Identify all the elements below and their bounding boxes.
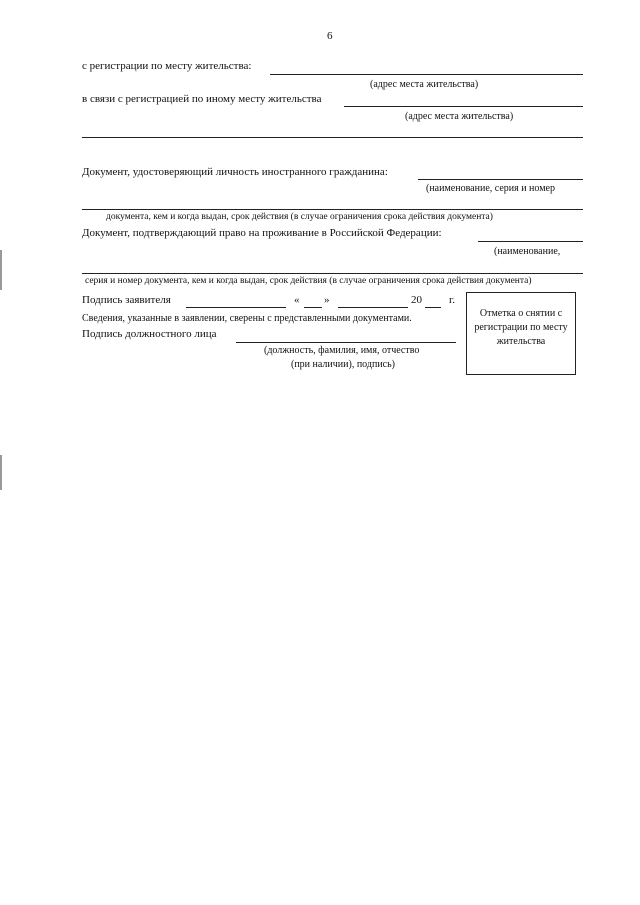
official-signature-label: Подпись должностного лица — [82, 328, 217, 340]
other-residence-address-field[interactable] — [344, 106, 583, 107]
residence-right-hint-continued: серия и номер документа, кем и когда выдан, срок действия (в случае ограничения срока действия документа) — [85, 276, 532, 286]
identity-document-field[interactable] — [418, 179, 583, 180]
deregistration-address-field[interactable] — [270, 74, 583, 75]
date-day-field[interactable] — [304, 307, 322, 308]
official-signature-hint-2: (при наличии), подпись) — [291, 359, 395, 370]
verified-note: Сведения, указанные в заявлении, сверены с представленными документами. — [82, 313, 412, 324]
applicant-signature-field[interactable] — [186, 307, 286, 308]
date-year-field[interactable] — [425, 307, 441, 308]
other-residence-address-field-2[interactable] — [82, 137, 583, 138]
deregistration-mark-box — [466, 292, 576, 375]
page-number: 6 — [327, 30, 333, 42]
identity-document-hint: (наименование, серия и номер — [426, 183, 555, 194]
official-signature-field[interactable] — [236, 342, 456, 343]
identity-document-label: Документ, удостоверяющий личность иностранного гражданина: — [82, 166, 388, 178]
scan-edge-mark — [0, 455, 2, 490]
deregistration-hint: (адрес места жительства) — [370, 79, 479, 90]
date-quote-close: » — [324, 294, 330, 306]
residence-right-field-2[interactable] — [82, 273, 583, 274]
residence-right-hint: (наименование, — [494, 246, 561, 257]
date-quote-open: « — [294, 294, 300, 306]
official-signature-hint-1: (должность, фамилия, имя, отчество — [264, 345, 420, 356]
date-month-field[interactable] — [338, 307, 408, 308]
deregistration-mark-text: Отметка о снятии с регистрации по месту жительства — [474, 308, 568, 347]
scan-edge-mark — [0, 250, 2, 290]
other-residence-label: в связи с регистрацией по иному месту жительства — [82, 93, 322, 105]
identity-document-field-2[interactable] — [82, 209, 583, 210]
deregistration-label: с регистрации по месту жительства: — [82, 60, 252, 72]
residence-right-field[interactable] — [478, 241, 583, 242]
residence-right-label: Документ, подтверждающий право на проживание в Российской Федерации: — [82, 227, 442, 239]
date-year-prefix: 20 — [411, 294, 422, 306]
identity-document-hint-continued: документа, кем и когда выдан, срок действия (в случае ограничения срока действия документа) — [106, 212, 493, 222]
date-year-suffix: г. — [449, 294, 456, 306]
applicant-signature-label: Подпись заявителя — [82, 294, 171, 306]
other-residence-hint: (адрес места жительства) — [405, 111, 514, 122]
